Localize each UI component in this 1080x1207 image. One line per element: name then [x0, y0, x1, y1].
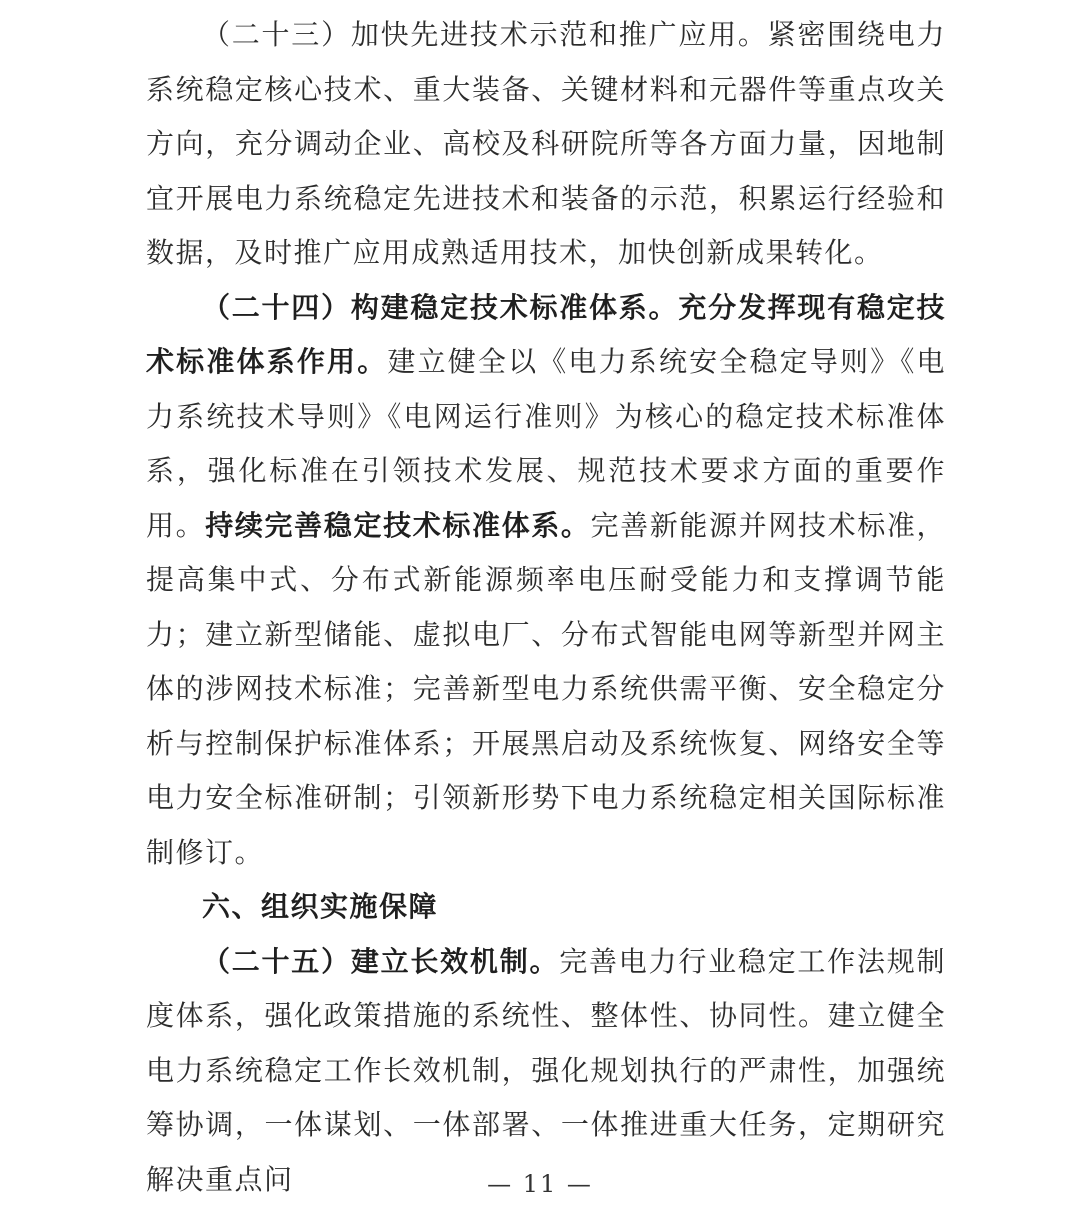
section-heading: 六、组织实施保障	[146, 880, 946, 935]
paragraph-23-lead: （二十三）加快先进技术示范和推广应用。	[202, 18, 768, 51]
paragraph-24-bold-2: 持续完善稳定技术标准体系。	[205, 509, 590, 542]
paragraph-24-body-2: 完善新能源并网技术标准，提高集中式、分布式新能源频率电压耐受能力和支撑调节能力；建立新型储能、虚拟电厂、分布式智能电网等新型并网主体的涉网技术标准；完善新型电力系统供需平衡、安全稳定分析与控制保护标准体系；开展黑启动及系统恢复、网络安全等电力安全标准研制；引领新形势下电力系统稳定相关国际标准制修订。	[146, 509, 946, 869]
document-body	[146, 8, 946, 1207]
paragraph-25	[146, 935, 946, 1207]
paragraph-24-body-1: 建立健全以《电力系统安全稳定导则》《电力系统技术导则》《电网运行准则》为核心的稳定技术标准体系，强化标准在引领技术发展、规范技术要求方面的重要作用。	[146, 345, 946, 542]
paragraph-23	[146, 8, 946, 281]
paragraph-25-lead: （二十五）建立长效机制。	[202, 945, 559, 978]
paragraph-25-body: 完善电力行业稳定工作法规制度体系，强化政策措施的系统性、整体性、协同性。建立健全电力系统稳定工作长效机制，强化规划执行的严肃性，加强统筹协调，一体谋划、一体部署、一体推进重大任务，定期研究解决重点问	[146, 945, 946, 1196]
paragraph-24-lead: （二十四）构建稳定技术标准体系。	[202, 291, 678, 324]
page-number: — 11 —	[0, 1170, 1080, 1198]
paragraph-24	[146, 281, 946, 881]
paragraph-24-bold-1: 充分发挥现有稳定技术标准体系作用。	[146, 291, 946, 379]
paragraph-23-body: 紧密围绕电力系统稳定核心技术、重大装备、关键材料和元器件等重点攻关方向，充分调动企业、高校及科研院所等各方面力量，因地制宜开展电力系统稳定先进技术和装备的示范，积累运行经验和数据，及时推广应用成熟适用技术，加快创新成果转化。	[146, 18, 946, 269]
